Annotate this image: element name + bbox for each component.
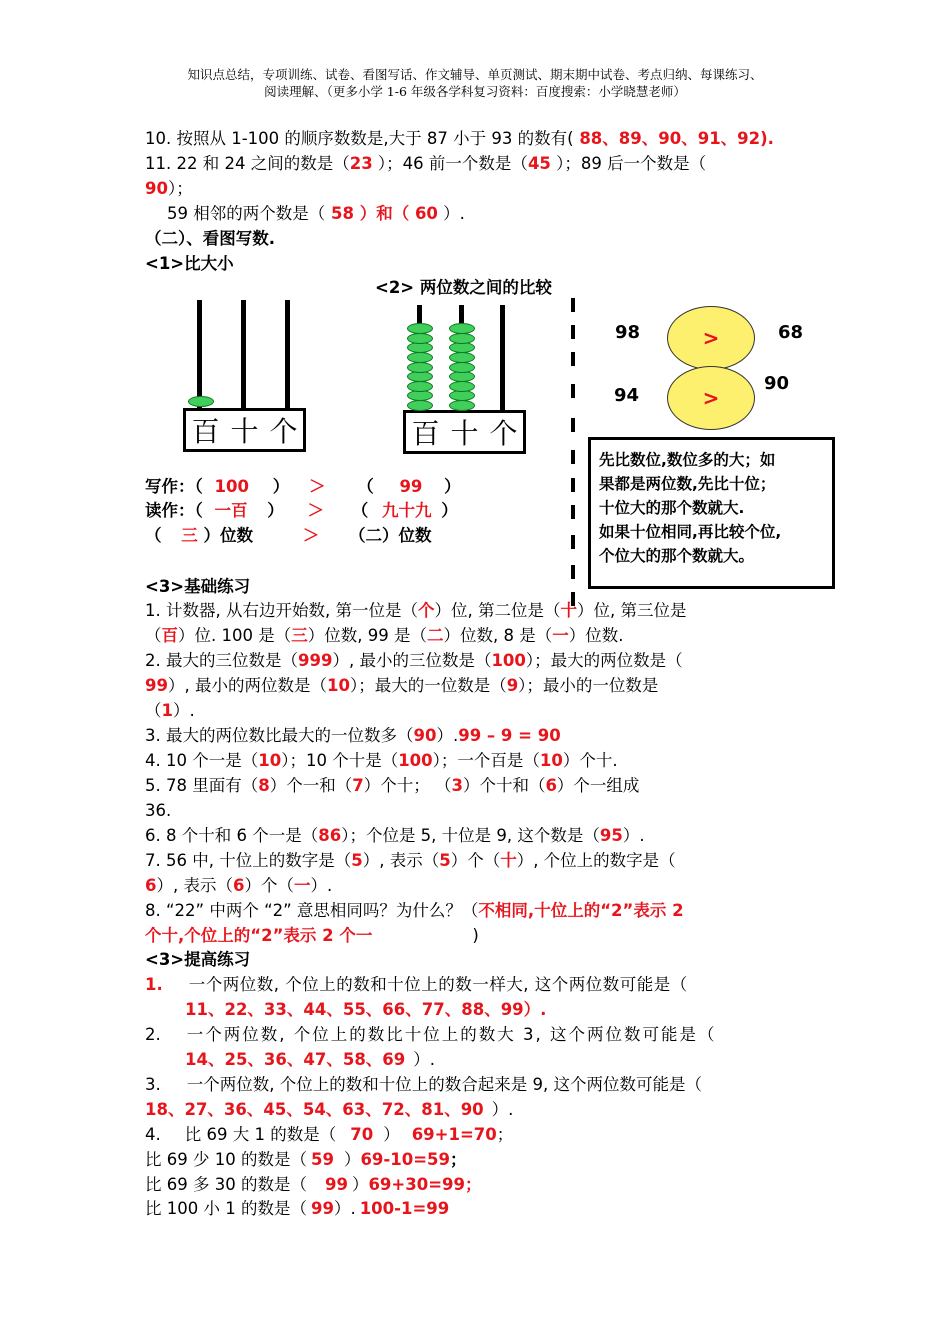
b5-answer-2: 7 — [352, 776, 364, 795]
b1-answer-6: 一 — [552, 626, 569, 645]
advanced-2 — [145, 1022, 716, 1047]
note-line-4: 如果十位相同,再比较个位, — [599, 523, 782, 541]
p4-text: 比 69 大 1 的数是（ — [184, 1125, 337, 1144]
p3-end: ）. — [491, 1100, 514, 1119]
abacus-2-bead — [407, 333, 433, 344]
abacus-2-bead — [449, 352, 475, 363]
abacus-2-bead — [407, 342, 433, 353]
read-open: （ — [351, 501, 369, 520]
question-11 — [145, 151, 706, 176]
basic-4 — [145, 748, 618, 773]
divider-dash — [571, 565, 575, 579]
p7-formula: 100-1=99 — [359, 1199, 450, 1218]
p1-text: 一个两位数, 个位上的数和十位上的数一样大, 这个两位数可能是（ — [188, 975, 688, 994]
basic-2-cont2 — [145, 698, 195, 723]
advanced-1-answer: 11、22、33、44、55、66、77、88、99）. — [185, 1000, 547, 1019]
advanced-3 — [145, 1072, 702, 1097]
basic-7 — [145, 848, 676, 873]
basic-5-cont: 36. — [145, 801, 172, 820]
q11-part-a: 11. 22 和 24 之间的数是（ — [145, 154, 350, 173]
p4-answer: 70 — [350, 1125, 374, 1144]
digit-mid: ）位数 — [203, 526, 253, 545]
b8-answer-2: 个十,个位上的“2”表示 2 个一 — [145, 926, 373, 945]
p7-mid: ）. — [333, 1199, 356, 1218]
note-line-1: 先比数位,数位多的大；如 — [599, 451, 776, 469]
b6-t3: ）. — [622, 826, 645, 845]
abacus-1-rod-tens — [241, 300, 246, 410]
q11-part-d: ）； — [167, 179, 193, 198]
b3-answer-2: 99 – 9 = 90 — [458, 726, 561, 745]
basic-8 — [145, 898, 684, 923]
abacus-1-label-tens: 十 — [230, 415, 259, 448]
b3-t1: 3. 最大的两位数比最大的一位数多（ — [145, 726, 414, 745]
p7-answer: 99 — [310, 1199, 334, 1218]
divider-dash — [571, 478, 575, 492]
b1-t8: ）位数. — [568, 626, 624, 645]
advanced-4 — [145, 1122, 513, 1147]
divider-dash — [571, 384, 575, 398]
b4-t1: 4. 10 个一是（ — [145, 751, 259, 770]
basic-7-cont — [145, 873, 332, 898]
b6-t1: 6. 8 个十和 6 个一是（ — [145, 826, 319, 845]
abacus-2-rod-ones — [500, 305, 505, 410]
compare-2-oval — [667, 366, 755, 430]
b6-t2: ）；个位是 5, 十位是 9, 这个数是（ — [341, 826, 600, 845]
p7-text: 比 100 小 1 的数是（ — [145, 1199, 307, 1218]
digit-value-1: 三 — [181, 526, 198, 545]
p6-end: ； — [465, 1175, 482, 1194]
q11-answer-c: 90 — [145, 179, 168, 198]
abacus-1-label-ones: 个 — [269, 415, 298, 448]
write-label: 写作：（ — [145, 477, 203, 496]
b5-answer-4: 6 — [545, 776, 557, 795]
q11-part-e: 59 相邻的两个数是（ — [167, 204, 326, 223]
b5-t4: ）个十和（ — [462, 776, 546, 795]
basic-3 — [145, 723, 561, 748]
sub-2-title: <2> 两位数之间的比较 — [375, 278, 552, 297]
abacus-2-label-box — [403, 410, 526, 454]
read-op: ＞ — [307, 501, 324, 520]
abacus-2-bead — [449, 400, 475, 411]
b8-t1: 8. “22” 中两个 “2” 意思相同吗？为什么？（ — [145, 901, 479, 920]
b5-t1: 5. 78 里面有（ — [145, 776, 259, 795]
digit-open: （ — [145, 526, 162, 545]
abacus-2-bead — [407, 362, 433, 373]
b2-t3: ）；最大的两位数是（ — [525, 651, 683, 670]
read-mid: ） — [267, 501, 284, 520]
abacus-2-bead — [449, 323, 475, 334]
b8-answer-1: 不相同,十位上的“2”表示 2 — [478, 901, 684, 920]
abacus-2-label-ones: 个 — [489, 417, 518, 450]
read-close: ） — [441, 501, 458, 520]
read-value-2: 九十九 — [382, 501, 432, 520]
divider-dash — [571, 505, 575, 519]
advanced-1 — [145, 972, 688, 997]
b2-t2: ）, 最小的三位数是（ — [332, 651, 492, 670]
divider-dash — [571, 450, 575, 464]
p3-text: 一个两位数, 个位上的数和十位上的数合起来是 9, 这个两位数可能是（ — [186, 1075, 702, 1094]
q11-part-b: ）；46 前一个数是（ — [372, 154, 528, 173]
b8-t2: ) — [472, 926, 479, 945]
b1-t2: ）位, 第二位是（ — [434, 601, 561, 620]
sub-1-title: <1>比大小 — [145, 254, 234, 273]
p1-number: 1. — [145, 975, 163, 994]
basic-practice-title: <3>基础练习 — [145, 577, 251, 596]
p2-text: 一个两位数, 个位上的数比十位上的数大 3, 这个两位数可能是（ — [186, 1025, 717, 1044]
b5-t3: ）个十； （ — [363, 776, 452, 795]
p6-formula: 69+30=99 — [368, 1175, 465, 1194]
q11-answer-b: 45 — [527, 154, 551, 173]
b7-t3: ）个（ — [450, 851, 501, 870]
b2-answer-3: 99 — [145, 676, 168, 695]
b4-answer-2: 100 — [398, 751, 433, 770]
abacus-2-bead — [449, 371, 475, 382]
compare-2-left: 94 — [614, 385, 640, 406]
compare-2-right: 90 — [764, 373, 790, 394]
basic-5 — [145, 773, 639, 798]
read-label: 读作：（ — [145, 501, 203, 520]
b2-answer-1: 999 — [298, 651, 333, 670]
abacus-2-label-tens: 十 — [450, 417, 479, 450]
advanced-practice-title: <3>提高练习 — [145, 950, 251, 969]
p2-number: 2. — [145, 1025, 161, 1044]
b7-t6: ）个（ — [244, 876, 294, 895]
b7-t2: ）, 表示（ — [362, 851, 440, 870]
abacus-1-rod-hundreds — [197, 300, 202, 410]
b7-answer-6: 一 — [293, 876, 311, 895]
q11-answer-e2: 60 — [409, 204, 438, 223]
write-op: ＞ — [308, 477, 326, 496]
compare-1-oval — [667, 306, 755, 370]
advanced-5 — [145, 1147, 467, 1172]
write-open: （ — [357, 477, 374, 496]
compare-2-sign: > — [702, 386, 720, 410]
b1-t6: ）位数, 99 是（ — [307, 626, 427, 645]
compare-1-right: 68 — [778, 322, 804, 343]
b7-answer-2: 5 — [439, 851, 451, 870]
b7-t4: ）, 个位上的数字是（ — [516, 851, 676, 870]
b2-t5: ）；最大的一位数是（ — [349, 676, 507, 695]
rule-note-box — [588, 437, 835, 589]
b7-t5: ）, 表示（ — [156, 876, 233, 895]
q11-part-e-end: ）. — [437, 204, 465, 223]
read-row — [145, 498, 458, 523]
p4-formula: 69+1=70 — [411, 1125, 497, 1144]
header-line-2: 阅读理解、（更多小学 1-6 年级各学科复习资料：百度搜索：小学晓慧老师） — [264, 84, 686, 99]
b7-answer-1: 5 — [351, 851, 363, 870]
divider-dash — [571, 418, 575, 432]
b2-t6: ）；最小的一位数是 — [518, 676, 659, 695]
b1-answer-2: 十 — [560, 601, 577, 620]
b1-t3: ）位, 第三位是 — [576, 601, 687, 620]
abacus-2-bead — [407, 371, 433, 382]
abacus-2-bead — [407, 390, 433, 401]
compare-1-sign: > — [702, 326, 720, 350]
b2-t8: ）. — [172, 701, 195, 720]
p6-answer: 99 — [324, 1175, 348, 1194]
read-value-1: 一百 — [214, 501, 248, 520]
digit-op: ＞ — [302, 526, 320, 545]
basic-8-cont — [145, 923, 479, 948]
b1-answer-1: 个 — [417, 601, 435, 620]
b7-answer-4: 6 — [145, 876, 157, 895]
p4-end: ； — [496, 1125, 514, 1144]
b2-answer-2: 100 — [491, 651, 526, 670]
b5-answer-3: 3 — [451, 776, 463, 795]
abacus-2-bead — [449, 381, 475, 392]
write-value-1: 100 — [214, 477, 249, 496]
b4-t4: ）个十. — [562, 751, 618, 770]
advanced-7 — [145, 1196, 449, 1221]
b2-answer-4: 10 — [326, 676, 350, 695]
write-value-2: 99 — [399, 477, 423, 496]
abacus-2-bead — [407, 323, 433, 334]
b7-answer-5: 6 — [232, 876, 245, 895]
abacus-2-bead — [407, 381, 433, 392]
b2-t7: （ — [145, 701, 162, 720]
b7-answer-3: 十 — [500, 851, 517, 870]
question-11-cont — [145, 176, 193, 201]
compare-1-left: 98 — [615, 322, 641, 343]
b2-answer-5: 9 — [506, 676, 519, 695]
b1-answer-5: 二 — [426, 626, 444, 645]
b7-t1: 7. 56 中, 十位上的数字是（ — [145, 851, 352, 870]
basic-2-cont — [145, 673, 658, 698]
abacus-1-label-hundreds: 百 — [191, 415, 220, 448]
note-line-2: 果都是两位数,先比十位； — [599, 475, 776, 493]
p6-mid: ） — [351, 1175, 369, 1194]
advanced-6 — [145, 1172, 482, 1197]
p6-text: 比 69 多 30 的数是（ — [145, 1175, 307, 1194]
basic-6 — [145, 823, 645, 848]
p5-mid: ） — [343, 1150, 361, 1169]
b3-answer-1: 90 — [413, 726, 437, 745]
b1-answer-3: 百 — [161, 626, 178, 645]
abacus-2-bead — [407, 400, 433, 411]
advanced-3-answer — [145, 1097, 513, 1122]
b5-t5: ）个一组成 — [556, 776, 640, 795]
digit-row — [145, 523, 432, 548]
b1-answer-4: 三 — [291, 626, 308, 645]
b1-t1: 1. 计数器, 从右边开始数, 第一位是（ — [145, 601, 418, 620]
p5-end: ； — [450, 1150, 467, 1169]
divider-dash — [571, 352, 575, 366]
b1-t7: ）位数, 8 是（ — [443, 626, 553, 645]
p3-number: 3. — [145, 1075, 161, 1094]
basic-1-cont — [145, 623, 623, 648]
write-mid: ） — [272, 477, 290, 496]
b2-t1: 2. 最大的三位数是（ — [145, 651, 298, 670]
b6-answer-2: 95 — [599, 826, 623, 845]
basic-2 — [145, 648, 683, 673]
abacus-2-bead — [407, 352, 433, 363]
b4-t2: ）；10 个十是（ — [281, 751, 399, 770]
b3-t2: ）. — [436, 726, 459, 745]
p4-mid: ） — [383, 1125, 400, 1144]
header-line-1: 知识点总结，专项训练、试卷、看图写话、作文辅导、单页测试、期末期中试卷、考点归纳、每课练习、 — [187, 67, 763, 82]
abacus-2-bead — [449, 362, 475, 373]
divider-dash — [571, 325, 575, 339]
p5-text: 比 69 少 10 的数是（ — [145, 1150, 307, 1169]
question-10 — [145, 126, 774, 151]
write-row — [145, 474, 461, 499]
abacus-1-rod-ones — [285, 300, 290, 410]
b5-answer-1: 8 — [258, 776, 270, 795]
b7-t7: ）. — [310, 876, 333, 895]
b4-answer-3: 10 — [539, 751, 563, 770]
q10-answer: 88、89、90、91、92 — [573, 129, 761, 148]
basic-1 — [145, 598, 686, 623]
note-line-3: 十位大的那个数就大. — [599, 499, 745, 517]
b1-t4: （ — [145, 626, 162, 645]
abacus-2-bead — [449, 390, 475, 401]
p4-number: 4. — [145, 1125, 161, 1144]
b2-answer-6: 1 — [161, 701, 173, 720]
abacus-2-bead — [449, 333, 475, 344]
p3-answer: 18、27、36、45、54、63、72、81、90 — [145, 1100, 484, 1119]
b2-t4: ）, 最小的两位数是（ — [167, 676, 327, 695]
q11-answer-a: 23 — [349, 154, 373, 173]
abacus-2-bead — [449, 342, 475, 353]
q11-answer-e1: 58 ）和（ — [325, 204, 410, 223]
divider-dash — [571, 298, 575, 312]
b1-t5: ）位. 100 是（ — [178, 626, 292, 645]
divider-dash — [571, 535, 575, 549]
b5-t2: ）个一和（ — [269, 776, 353, 795]
write-close: ） — [444, 477, 461, 496]
q10-text: 10. 按照从 1-100 的顺序数数是,大于 87 小于 93 的数有( — [145, 129, 574, 148]
abacus-1-label-box — [183, 408, 306, 452]
note-line-5: 个位大的那个数就大。 — [599, 547, 755, 565]
b6-answer-1: 86 — [318, 826, 342, 845]
p5-answer: 59 — [310, 1150, 334, 1169]
advanced-2-answer — [185, 1047, 435, 1072]
section-2-title: （二）、看图写数. — [145, 229, 276, 248]
digit-value-2: （二）位数 — [349, 526, 432, 545]
question-11-neighbors — [167, 201, 465, 226]
b4-t3: ）；一个百是（ — [432, 751, 540, 770]
q10-end: ). — [760, 129, 774, 148]
p2-end: ）. — [413, 1050, 436, 1069]
q11-part-c: ）；89 后一个数是（ — [550, 154, 707, 173]
p2-answer: 14、25、36、47、58、69 — [185, 1050, 406, 1069]
abacus-1-bead — [188, 396, 214, 407]
p5-formula: 69-10=59 — [360, 1150, 451, 1169]
abacus-2-label-hundreds: 百 — [411, 417, 440, 450]
b4-answer-1: 10 — [258, 751, 282, 770]
